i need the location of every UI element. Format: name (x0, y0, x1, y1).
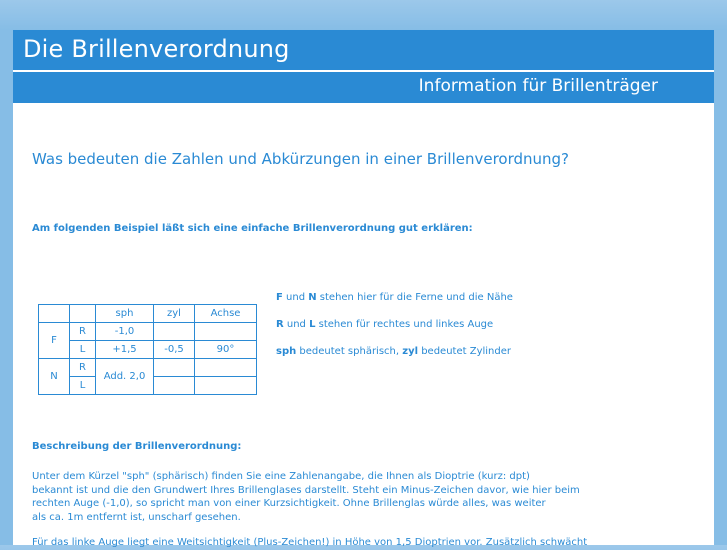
note-text: stehen für rechtes und linkes Auge (315, 319, 494, 330)
table-row (39, 323, 257, 341)
cell-f-r-achse (195, 323, 257, 341)
cell-n-r-zyl (154, 359, 195, 377)
note-sph-zyl (276, 346, 511, 357)
description-paragraph-1 (32, 470, 672, 524)
site-subtitle: Information für Brillenträger (418, 76, 658, 96)
cell-f-l-achse: 90° (195, 341, 257, 359)
row-label-f: F (39, 323, 70, 359)
prescription-table (38, 304, 257, 395)
description-paragraph-2 (32, 536, 672, 550)
cell-f-l-sph: +1,5 (96, 341, 154, 359)
note-text: stehen hier für die Ferne und die Nähe (316, 292, 513, 303)
site-title[interactable]: Die Brillenverordnung (23, 35, 290, 63)
cell-f-r-zyl (154, 323, 195, 341)
row-label-l: L (70, 377, 96, 395)
paragraph-line: bekannt ist und die den Grundwert Ihres Brillenglases darstellt. Steht ein Minus-Zeichen davor, wie hier beim (32, 484, 580, 496)
cell-n-l-zyl (154, 377, 195, 395)
table-header-row (39, 305, 257, 323)
note-right-left (276, 319, 493, 330)
table-header-cell (70, 305, 96, 323)
table-header-cell (39, 305, 70, 323)
note-term: sph (276, 346, 297, 357)
note-text: bedeutet sphärisch, (296, 346, 403, 357)
note-term: N (308, 292, 317, 303)
table-row (39, 341, 257, 359)
note-term: zyl (402, 346, 419, 357)
paragraph-line: rechten Auge (-1,0), so spricht man von einer Kurzsichtigkeit. Ohne Brillenglas würde alles, was weiter (32, 498, 546, 509)
page-heading: Was bedeuten die Zahlen und Abkürzungen in einer Brillenverordnung? (32, 150, 570, 168)
note-term: R (276, 319, 284, 330)
page (13, 30, 714, 548)
note-text: und (282, 292, 309, 303)
table-header-zyl: zyl (154, 305, 195, 323)
intro-text: Am folgenden Beispiel läßt sich eine einfache Brillenverordnung gut erklären: (32, 223, 473, 234)
subheader-banner (13, 72, 714, 103)
note-text: bedeutet Zylinder (418, 346, 511, 357)
table-header-sph: sph (96, 305, 154, 323)
cell-n-add: Add. 2,0 (96, 359, 154, 395)
table-row (39, 359, 257, 377)
paragraph-line: Unter dem Kürzel "sph" (sphärisch) finden Sie eine Zahlenangabe, die Ihnen als Dioptrie (kurz: dpt) (32, 471, 530, 482)
main-content (13, 103, 714, 548)
cell-n-l-achse (195, 377, 257, 395)
note-term: L (309, 319, 316, 330)
row-label-r: R (70, 359, 96, 377)
cell-f-r-sph: -1,0 (96, 323, 154, 341)
note-distance-near (276, 292, 513, 303)
paragraph-line: als ca. 1m entfernt ist, unscharf gesehen. (32, 511, 241, 523)
table-header-achse: Achse (195, 305, 257, 323)
paragraph-line: Für das linke Auge liegt eine Weitsichtigkeit (Plus-Zeichen!) in Höhe von 1,5 Dioptrien vor. Zusätzlich schwächt (32, 537, 588, 548)
cell-n-r-achse (195, 359, 257, 377)
note-text: und (283, 319, 310, 330)
row-label-r: R (70, 323, 96, 341)
note-term: F (276, 292, 283, 303)
cell-f-l-zyl: -0,5 (154, 341, 195, 359)
row-label-l: L (70, 341, 96, 359)
row-label-n: N (39, 359, 70, 395)
header-banner (13, 30, 714, 70)
description-title: Beschreibung der Brillenverordnung: (32, 441, 242, 452)
